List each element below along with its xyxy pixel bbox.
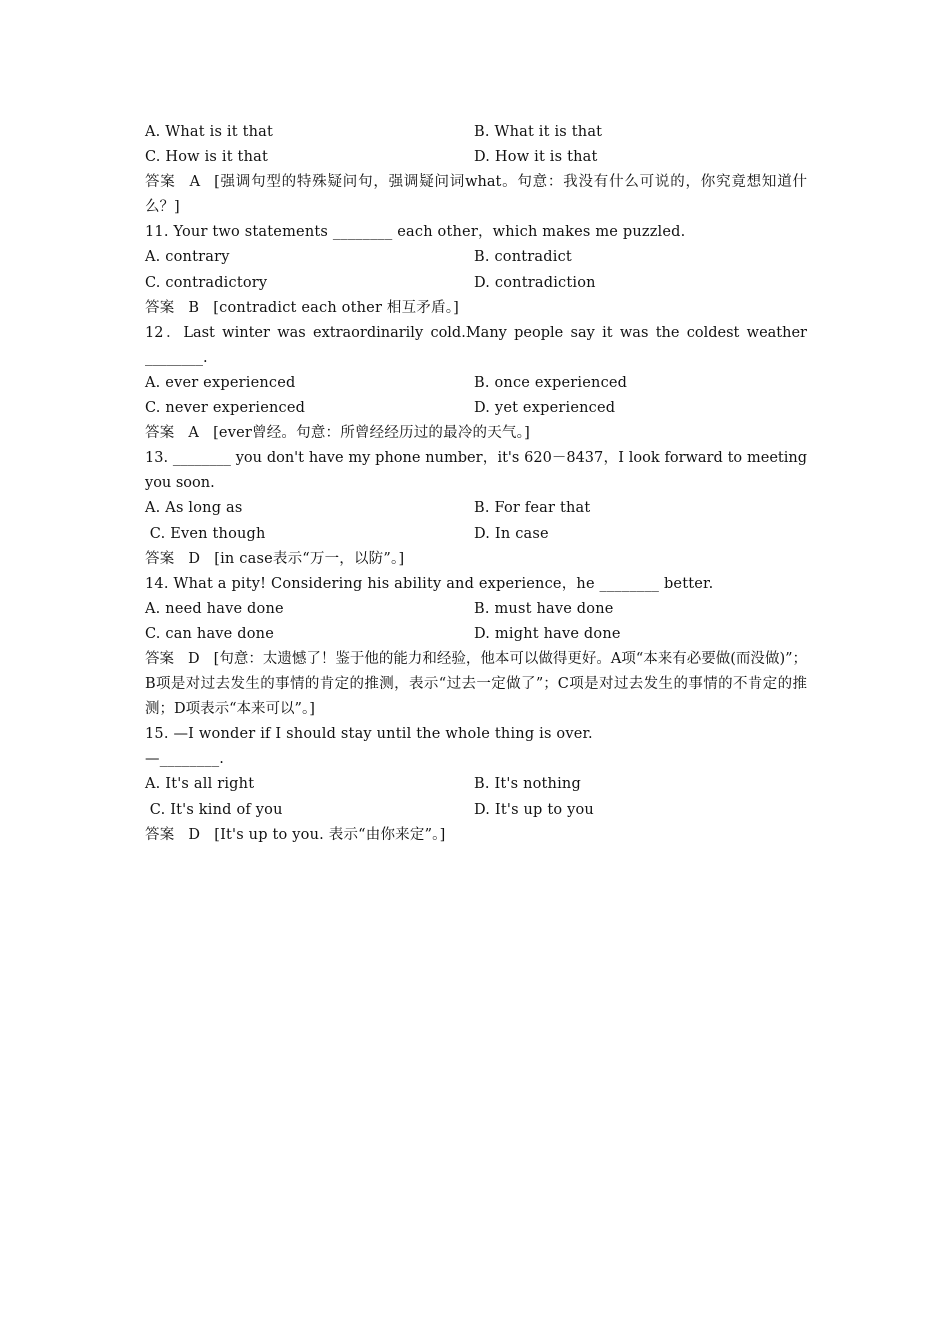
option-c: C. never experienced (145, 400, 306, 417)
option-c: C. How is it that (145, 149, 268, 166)
option-c: C. Even though (145, 525, 266, 542)
option-a: A. As long as (145, 500, 243, 517)
option-a: A. What is it that (145, 124, 274, 140)
answer-label: 答案 (145, 550, 175, 567)
options-row (145, 245, 807, 270)
answer-letter: A (189, 174, 201, 191)
option-d: D. contradiction (474, 274, 596, 291)
options-row (145, 496, 807, 521)
answer (145, 547, 807, 572)
option-c: C. contradictory (145, 274, 268, 291)
options-row (145, 145, 807, 170)
options-row (145, 597, 807, 622)
option-d: D. How it is that (474, 149, 598, 166)
question-stem: 11. Your two statements ________ each other，which makes me puzzled. (145, 224, 686, 241)
question-15 (145, 722, 807, 847)
answer-explanation: [contradict each other 相互矛盾。] (213, 299, 460, 316)
answer-letter: D (188, 650, 200, 667)
options-row (145, 120, 807, 145)
answer (145, 296, 807, 321)
options-row (145, 622, 807, 647)
question-12 (145, 321, 807, 446)
answer-label: 答案 (145, 425, 175, 442)
question-response: —________. (145, 751, 225, 768)
option-b: B. contradict (474, 249, 572, 266)
answer-letter: A (188, 425, 200, 442)
question-11 (145, 220, 807, 320)
option-b: B. It's nothing (474, 776, 581, 793)
option-b: B. What it is that (474, 124, 603, 140)
option-b: B. must have done (474, 600, 614, 617)
answer-letter: D (188, 826, 201, 843)
answer-explanation: [It's up to you. 表示“由你来定”。] (214, 826, 446, 843)
answer-label: 答案 (145, 650, 175, 667)
option-a: A. It's all right (145, 776, 255, 793)
answer-letter: D (188, 550, 201, 567)
option-c: C. It's kind of you (145, 801, 283, 818)
answer (145, 421, 807, 446)
option-a: A. ever experienced (145, 374, 296, 391)
question-stem: 13. ________ you don't have my phone number，it's 620－8437，I look forward to meeting you soon. (145, 450, 807, 492)
answer-explanation: [句意：太遗憾了！鉴于他的能力和经验，他本可以做得更好。A项“本来有必要做(而没做)”；B项是对过去发生的事情的肯定的推测，表示“过去一定做了”；C项是对过去发生的事情的不肯定的推测；D项表示“本来可以”。] (145, 650, 808, 718)
answer-letter: B (188, 299, 200, 316)
question-stem: 12．Last winter was extraordinarily cold.Many people say it was the coldest weather ________. (145, 324, 807, 366)
option-a: A. contrary (145, 249, 230, 266)
answer-label: 答案 (145, 299, 175, 316)
option-a: A. need have done (145, 600, 284, 617)
question-13 (145, 446, 807, 571)
options-row (145, 522, 807, 547)
question-10 (145, 120, 807, 220)
document-page (145, 120, 807, 848)
options-row (145, 396, 807, 421)
option-d: D. In case (474, 525, 549, 542)
answer-explanation: [强调句型的特殊疑问句，强调疑问词what。句意：我没有什么可说的，你究竟想知道什么？] (145, 174, 807, 216)
option-d: D. It's up to you (474, 801, 594, 818)
question-stem: 15. —I wonder if I should stay until the whole thing is over. (145, 726, 593, 743)
answer-label: 答案 (145, 826, 175, 843)
question-stem: 14. What a pity! Considering his ability and experience，he ________ better. (145, 575, 714, 592)
answer-explanation: [ever曾经。句意：所曾经经历过的最冷的天气。] (213, 425, 530, 442)
question-14 (145, 572, 807, 723)
option-c: C. can have done (145, 625, 275, 642)
answer-explanation: [in case表示“万一，以防”。] (214, 550, 405, 567)
answer (145, 170, 807, 220)
answer-label: 答案 (145, 174, 176, 191)
answer (145, 647, 807, 722)
option-d: D. might have done (474, 625, 621, 642)
options-row (145, 798, 807, 823)
option-d: D. yet experienced (474, 400, 616, 417)
options-row (145, 772, 807, 797)
option-b: B. For fear that (474, 500, 591, 517)
options-row (145, 271, 807, 296)
options-row (145, 371, 807, 396)
answer (145, 823, 807, 848)
option-b: B. once experienced (474, 374, 628, 391)
